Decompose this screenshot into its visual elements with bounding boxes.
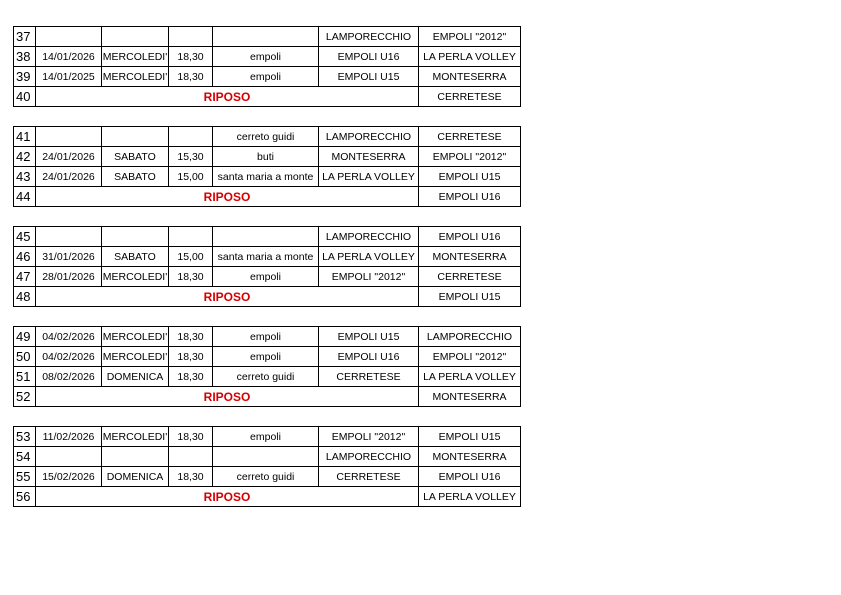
match-row bbox=[14, 247, 521, 267]
match-venue: cerreto guidi bbox=[213, 367, 319, 387]
match-away: CERRETESE bbox=[419, 267, 521, 287]
match-away: MONTESERRA bbox=[419, 247, 521, 267]
match-away: MONTESERRA bbox=[419, 67, 521, 87]
matchday-table bbox=[13, 26, 521, 107]
rest-label: RIPOSO bbox=[36, 87, 419, 107]
match-away: EMPOLI "2012" bbox=[419, 147, 521, 167]
match-home: EMPOLI "2012" bbox=[319, 267, 419, 287]
match-home: LA PERLA VOLLEY bbox=[319, 247, 419, 267]
match-date: 11/02/2026 bbox=[36, 427, 102, 447]
rest-team: LA PERLA VOLLEY bbox=[419, 487, 521, 507]
match-date: 15/02/2026 bbox=[36, 467, 102, 487]
match-number: 46 bbox=[14, 247, 36, 267]
match-time: 18,30 bbox=[169, 347, 213, 367]
match-time: 18,30 bbox=[169, 327, 213, 347]
match-time: 15,30 bbox=[169, 147, 213, 167]
match-venue: empoli bbox=[213, 67, 319, 87]
match-number: 54 bbox=[14, 447, 36, 467]
match-home: EMPOLI U16 bbox=[319, 47, 419, 67]
match-time bbox=[169, 227, 213, 247]
match-time: 18,30 bbox=[169, 367, 213, 387]
rest-team: EMPOLI U15 bbox=[419, 287, 521, 307]
match-away: LA PERLA VOLLEY bbox=[419, 47, 521, 67]
match-day: DOMENICA bbox=[102, 367, 169, 387]
match-day: MERCOLEDI' bbox=[102, 327, 169, 347]
match-date: 31/01/2026 bbox=[36, 247, 102, 267]
match-away: EMPOLI "2012" bbox=[419, 347, 521, 367]
match-number: 43 bbox=[14, 167, 36, 187]
match-date bbox=[36, 227, 102, 247]
rest-label: RIPOSO bbox=[36, 487, 419, 507]
match-row bbox=[14, 67, 521, 87]
match-row bbox=[14, 347, 521, 367]
match-date: 04/02/2026 bbox=[36, 327, 102, 347]
match-day: MERCOLEDI' bbox=[102, 347, 169, 367]
match-time: 18,30 bbox=[169, 267, 213, 287]
rest-label: RIPOSO bbox=[36, 187, 419, 207]
rest-row bbox=[14, 387, 521, 407]
match-away: CERRETESE bbox=[419, 127, 521, 147]
match-home: LAMPORECCHIO bbox=[319, 27, 419, 47]
match-date bbox=[36, 127, 102, 147]
match-venue: cerreto guidi bbox=[213, 467, 319, 487]
match-home: LA PERLA VOLLEY bbox=[319, 167, 419, 187]
match-time bbox=[169, 127, 213, 147]
match-date: 24/01/2026 bbox=[36, 147, 102, 167]
match-venue: empoli bbox=[213, 267, 319, 287]
match-day bbox=[102, 27, 169, 47]
match-number: 42 bbox=[14, 147, 36, 167]
match-away: EMPOLI U16 bbox=[419, 227, 521, 247]
match-day: MERCOLEDI' bbox=[102, 67, 169, 87]
match-number: 53 bbox=[14, 427, 36, 447]
match-number: 38 bbox=[14, 47, 36, 67]
match-day bbox=[102, 127, 169, 147]
match-day bbox=[102, 227, 169, 247]
match-home: MONTESERRA bbox=[319, 147, 419, 167]
rest-row bbox=[14, 287, 521, 307]
match-away: LAMPORECCHIO bbox=[419, 327, 521, 347]
match-day: SABATO bbox=[102, 247, 169, 267]
rest-row bbox=[14, 487, 521, 507]
match-row bbox=[14, 327, 521, 347]
match-row bbox=[14, 47, 521, 67]
rest-team: MONTESERRA bbox=[419, 387, 521, 407]
rest-label: RIPOSO bbox=[36, 387, 419, 407]
match-day: SABATO bbox=[102, 147, 169, 167]
match-time: 18,30 bbox=[169, 67, 213, 87]
match-time: 18,30 bbox=[169, 47, 213, 67]
match-time bbox=[169, 27, 213, 47]
match-venue: buti bbox=[213, 147, 319, 167]
match-day: DOMENICA bbox=[102, 467, 169, 487]
match-date bbox=[36, 27, 102, 47]
match-row bbox=[14, 447, 521, 467]
match-number: 47 bbox=[14, 267, 36, 287]
match-number: 41 bbox=[14, 127, 36, 147]
matchday-table bbox=[13, 126, 521, 207]
match-number: 55 bbox=[14, 467, 36, 487]
rest-label: RIPOSO bbox=[36, 287, 419, 307]
match-venue bbox=[213, 27, 319, 47]
match-time: 15,00 bbox=[169, 167, 213, 187]
matchday-table bbox=[13, 426, 521, 507]
match-venue: empoli bbox=[213, 327, 319, 347]
match-home: EMPOLI "2012" bbox=[319, 427, 419, 447]
match-home: EMPOLI U15 bbox=[319, 327, 419, 347]
match-home: LAMPORECCHIO bbox=[319, 227, 419, 247]
match-venue bbox=[213, 227, 319, 247]
match-day: SABATO bbox=[102, 167, 169, 187]
match-venue bbox=[213, 447, 319, 467]
match-row bbox=[14, 267, 521, 287]
match-away: MONTESERRA bbox=[419, 447, 521, 467]
match-date: 28/01/2026 bbox=[36, 267, 102, 287]
match-number: 45 bbox=[14, 227, 36, 247]
match-row bbox=[14, 127, 521, 147]
match-time: 18,30 bbox=[169, 427, 213, 447]
match-row bbox=[14, 227, 521, 247]
match-number: 40 bbox=[14, 87, 36, 107]
match-day: MERCOLEDI' bbox=[102, 47, 169, 67]
matchday-table bbox=[13, 226, 521, 307]
match-away: EMPOLI U15 bbox=[419, 427, 521, 447]
match-venue: cerreto guidi bbox=[213, 127, 319, 147]
match-away: EMPOLI U16 bbox=[419, 467, 521, 487]
match-row bbox=[14, 427, 521, 447]
match-venue: santa maria a monte bbox=[213, 167, 319, 187]
match-venue: santa maria a monte bbox=[213, 247, 319, 267]
match-date: 04/02/2026 bbox=[36, 347, 102, 367]
match-day: MERCOLEDI' bbox=[102, 427, 169, 447]
match-away: EMPOLI U15 bbox=[419, 167, 521, 187]
match-time: 18,30 bbox=[169, 467, 213, 487]
match-row bbox=[14, 147, 521, 167]
match-number: 37 bbox=[14, 27, 36, 47]
match-home: LAMPORECCHIO bbox=[319, 447, 419, 467]
match-number: 49 bbox=[14, 327, 36, 347]
match-time: 15,00 bbox=[169, 247, 213, 267]
match-number: 44 bbox=[14, 187, 36, 207]
match-away: LA PERLA VOLLEY bbox=[419, 367, 521, 387]
match-number: 48 bbox=[14, 287, 36, 307]
match-number: 56 bbox=[14, 487, 36, 507]
match-home: EMPOLI U15 bbox=[319, 67, 419, 87]
rest-team: CERRETESE bbox=[419, 87, 521, 107]
match-row bbox=[14, 367, 521, 387]
match-venue: empoli bbox=[213, 427, 319, 447]
match-venue: empoli bbox=[213, 47, 319, 67]
match-date: 14/01/2026 bbox=[36, 47, 102, 67]
match-day bbox=[102, 447, 169, 467]
match-row bbox=[14, 167, 521, 187]
match-number: 39 bbox=[14, 67, 36, 87]
match-date: 24/01/2026 bbox=[36, 167, 102, 187]
match-day: MERCOLEDI' bbox=[102, 267, 169, 287]
rest-row bbox=[14, 87, 521, 107]
match-date bbox=[36, 447, 102, 467]
match-time bbox=[169, 447, 213, 467]
rest-team: EMPOLI U16 bbox=[419, 187, 521, 207]
match-row bbox=[14, 27, 521, 47]
match-home: LAMPORECCHIO bbox=[319, 127, 419, 147]
match-number: 50 bbox=[14, 347, 36, 367]
match-date: 14/01/2025 bbox=[36, 67, 102, 87]
match-row bbox=[14, 467, 521, 487]
match-home: CERRETESE bbox=[319, 367, 419, 387]
match-venue: empoli bbox=[213, 347, 319, 367]
match-home: EMPOLI U16 bbox=[319, 347, 419, 367]
matchday-table bbox=[13, 326, 521, 407]
match-number: 51 bbox=[14, 367, 36, 387]
match-number: 52 bbox=[14, 387, 36, 407]
match-home: CERRETESE bbox=[319, 467, 419, 487]
rest-row bbox=[14, 187, 521, 207]
match-date: 08/02/2026 bbox=[36, 367, 102, 387]
match-away: EMPOLI "2012" bbox=[419, 27, 521, 47]
